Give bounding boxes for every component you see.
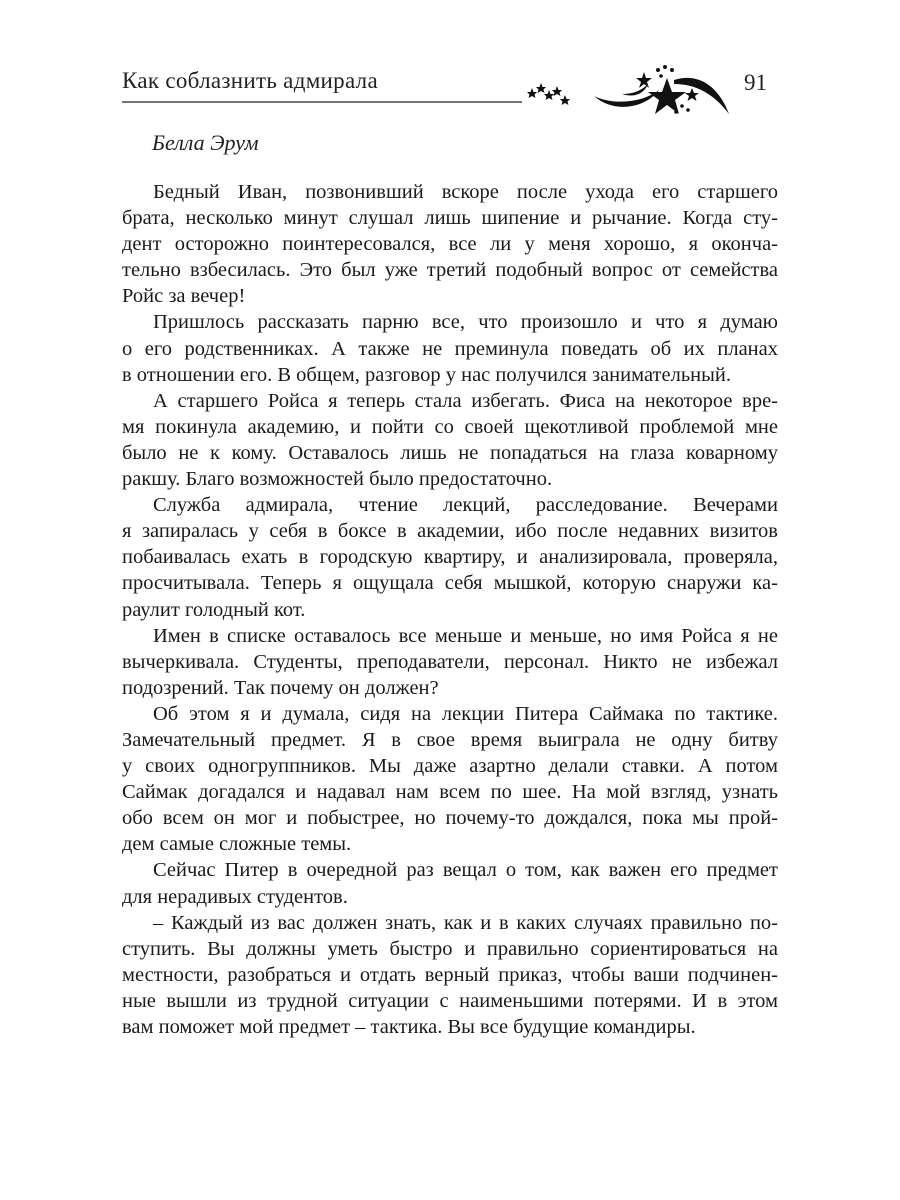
swoosh-icon xyxy=(622,84,648,96)
shooting-stars-ornament-icon xyxy=(524,62,734,118)
text-line: тельно взбесилась. Это был уже третий подобный вопрос от семейства xyxy=(122,259,778,282)
paragraph xyxy=(122,623,778,701)
paragraph xyxy=(122,701,778,858)
running-head-title: Как соблазнить адмирала xyxy=(122,68,378,93)
text-line: Саймак догадался и надавал нам всем по шее. На мой взгляд, узнать xyxy=(122,781,778,804)
star-icon xyxy=(685,88,699,101)
text-line: брата, несколько минут слушал лишь шипение и рычание. Когда сту- xyxy=(122,207,778,230)
text-line: я запиралась у себя в боксе в академии, ибо после недавних визитов xyxy=(122,520,778,543)
swoosh-icon xyxy=(674,78,729,114)
text-line: Служба адмирала, чтение лекций, расследование. Вечерами xyxy=(153,494,778,517)
small-star-icon xyxy=(544,90,554,100)
star-icon xyxy=(636,72,652,88)
text-line: раулит голодный кот. xyxy=(122,598,306,621)
paragraph xyxy=(122,857,778,909)
body-text xyxy=(122,179,778,1040)
text-line: А старшего Ройса я теперь стала избегать. Фиса на некоторое вре- xyxy=(153,389,778,412)
text-line: Имен в списке оставалось все меньше и меньше, но имя Ройса я не xyxy=(153,624,778,647)
small-star-icon xyxy=(536,83,546,93)
paragraph xyxy=(122,910,778,1040)
text-line: местности, разобраться и отдать верный приказ, чтобы ваши подчинен- xyxy=(122,963,778,986)
chapter-pov-heading: Белла Эрум xyxy=(152,130,259,155)
small-star-icon xyxy=(560,95,570,105)
text-line: просчитывала. Теперь я ощущала себя мышкой, которую снаружи ка- xyxy=(122,572,778,595)
text-line: подозрений. Так почему он должен? xyxy=(122,676,439,699)
text-line: Пришлось рассказать парню все, что произошло и что я думаю xyxy=(153,311,778,334)
text-line: вам поможет мой предмет – тактика. Вы все будущие командиры. xyxy=(122,1016,696,1038)
text-line: для нерадивых студентов. xyxy=(122,885,348,908)
text-line: было не к кому. Оставалось лишь не попадаться на глаза коварному xyxy=(122,441,778,464)
page-number: 91 xyxy=(744,70,767,95)
text-line: у своих одногруппников. Мы даже азартно делали ставки. А потом xyxy=(122,755,778,778)
text-line: дем самые сложные темы. xyxy=(122,833,352,856)
text-line: Замечательный предмет. Я в свое время выиграла не одну битву xyxy=(122,728,778,751)
paragraph xyxy=(122,179,778,309)
text-line: мя покинула академию, и пойти со своей щекотливой проблемой мне xyxy=(122,415,778,438)
text-line: Об этом я и думала, сидя на лекции Питера Саймака по тактике. xyxy=(153,702,778,725)
header-rule xyxy=(122,101,522,103)
text-line: в отношении его. В общем, разговор у нас получился занимательный. xyxy=(122,363,732,386)
paragraph xyxy=(122,309,778,387)
text-line: обо всем он мог и побыстрее, но почему-то дождался, пока мы прой- xyxy=(122,807,778,830)
text-line: вычеркивала. Студенты, преподаватели, персонал. Никто не избежал xyxy=(122,650,778,673)
text-line: дент осторожно поинтересовался, все ли у меня хорошо, я оконча- xyxy=(122,233,778,256)
text-line: – Каждый из вас должен знать, как и в каких случаях правильно по- xyxy=(153,911,778,934)
text-line: Бедный Иван, позвонивший вскоре после ухода его старшего xyxy=(153,181,778,203)
text-line: ступить. Вы должны уметь быстро и правильно сориентироваться на xyxy=(122,937,778,960)
paragraph xyxy=(122,388,778,492)
text-line: Сейчас Питер в очередной раз вещал о том, как важен его предмет xyxy=(153,859,778,882)
text-line: Ройс за вечер! xyxy=(122,285,246,308)
text-line: о его родственниках. А также не преминула поведать об их планах xyxy=(122,337,778,360)
paragraph xyxy=(122,492,778,622)
text-line: побаивалась ехать в городскую квартиру, и анализировала, проверяла, xyxy=(122,546,778,569)
small-star-icon xyxy=(527,88,537,98)
text-line: ракшу. Благо возможностей было предостаточно. xyxy=(122,468,553,491)
text-line: ные вышли из трудной ситуации с наименьшими потерями. И в этом xyxy=(122,989,778,1012)
